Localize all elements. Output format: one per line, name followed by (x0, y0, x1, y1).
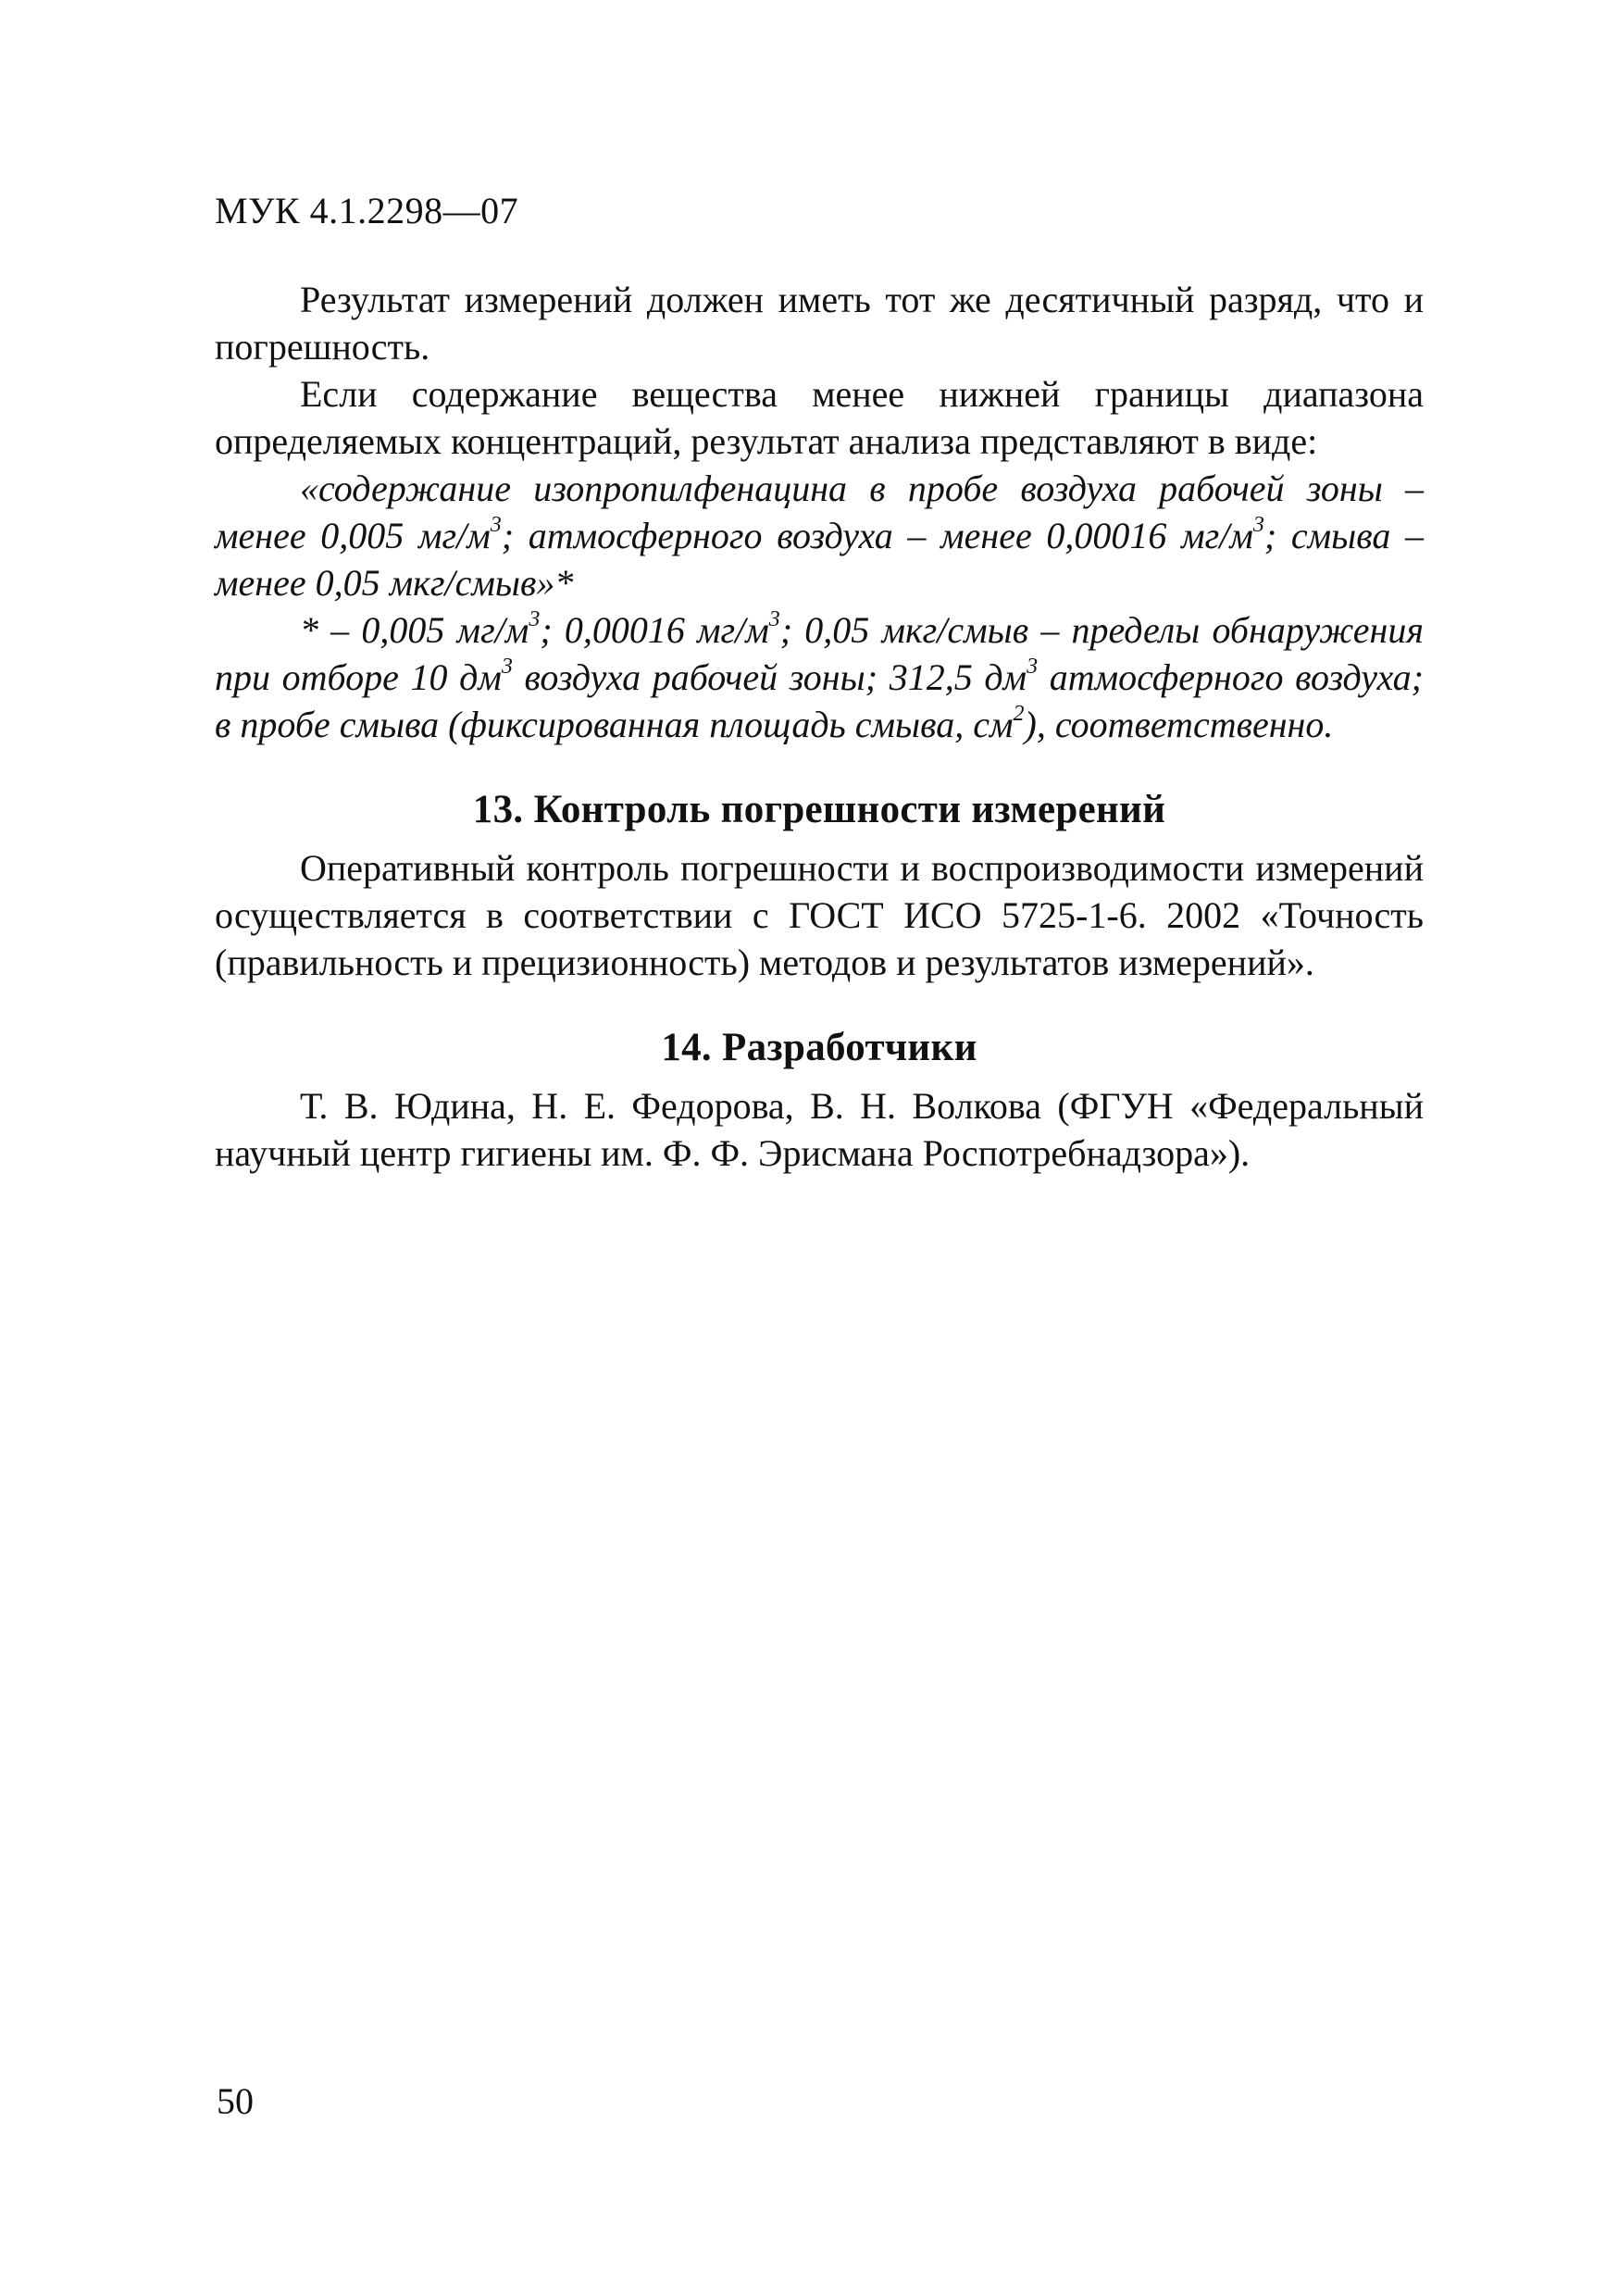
note-text-c: ; 0,05 мкг/смыв – пределы обнаружения при отборе 10 дм (215, 609, 1424, 698)
note-text-f: ), соответственно. (1024, 704, 1334, 745)
note-text-a: * – 0,005 мг/м (300, 609, 529, 651)
quote-superscript-1: 3 (490, 512, 502, 537)
quote-text-a: «содержание изопропилфенацина в пробе воздуха рабочей зоны – менее 0,005 мг/м (215, 468, 1424, 556)
section-13-heading: 13. Контроль погрешности измерений (472, 788, 1166, 831)
document-code: МУК 4.1.2298—07 (215, 190, 519, 231)
page-content (215, 276, 1424, 1177)
section-13-paragraph: Оперативный контроль погрешности и воспроизводимости измерений осуществляется в соответствии с ГОСТ ИСО 5725-1-6. 2002 «Точность (правильность и прецизионность) методов и результатов измерений». (215, 847, 1424, 983)
result-format-quote (215, 465, 1424, 606)
section-14-heading: 14. Разработчики (661, 1026, 977, 1069)
section-14-paragraph: Т. В. Юдина, Н. Е. Федорова, В. Н. Волкова (ФГУН «Федеральный научный центр гигиены им. Ф. Ф. Эрисмана Роспотребнадзора»). (215, 1085, 1424, 1174)
note-superscript-1: 3 (529, 606, 541, 631)
detection-limits-note (215, 606, 1424, 748)
page-number: 50 (217, 2080, 254, 2122)
quote-text-c: ; смыва – менее 0,05 мкг/смыв»* (215, 515, 1425, 604)
note-text-d: воздуха рабочей зоны; 312,5 дм (512, 656, 1027, 698)
quote-text-b: ; атмосферного воздуха – менее 0,00016 мг/м (501, 515, 1253, 556)
result-precision-paragraph: Результат измерений должен иметь тот же десятичный разряд, что и погрешность. (215, 279, 1424, 368)
note-superscript-4: 3 (1027, 654, 1039, 679)
note-text-e: атмосферного воздуха; в пробе смыва (фиксированная площадь смыва, см (215, 656, 1424, 745)
note-superscript-5: 2 (1013, 701, 1025, 726)
note-text-b: ; 0,00016 мг/м (540, 609, 769, 651)
note-superscript-3: 3 (501, 654, 513, 679)
note-superscript-2: 3 (768, 606, 780, 631)
quote-superscript-2: 3 (1252, 512, 1264, 537)
below-range-paragraph: Если содержание вещества менее нижней границы диапазона определяемых концентраций, результат анализа представляют в виде: (215, 373, 1424, 462)
